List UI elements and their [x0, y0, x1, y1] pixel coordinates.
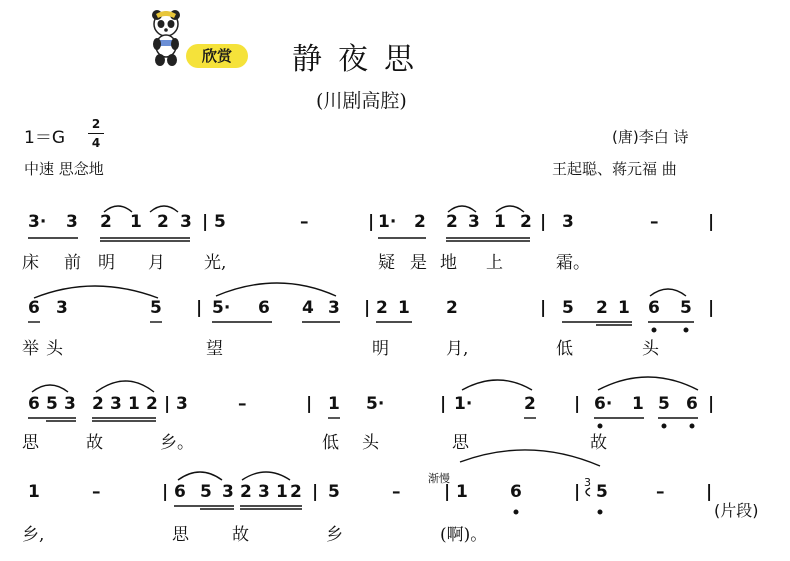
- note: 1: [618, 298, 630, 318]
- note: 5: [596, 482, 608, 502]
- dash-sustain: –: [656, 482, 665, 502]
- barline: |: [162, 482, 169, 502]
- note: 1·: [378, 212, 397, 232]
- barline: |: [708, 394, 715, 414]
- note: 1: [456, 482, 468, 502]
- note: 6: [510, 482, 522, 502]
- note: 5·: [366, 394, 385, 414]
- score-annotation: 3: [584, 476, 591, 489]
- key-signature: 1＝G: [24, 128, 65, 148]
- lyric-syllable: 前: [64, 253, 81, 273]
- lyric-syllable: 明: [372, 339, 389, 359]
- note: 3: [468, 212, 480, 232]
- note: 2: [146, 394, 158, 414]
- lyric-syllable: 头: [642, 339, 659, 359]
- dash-sustain: –: [300, 212, 309, 232]
- note: 6: [28, 298, 40, 318]
- lyricist-credit: (唐)李白 诗: [612, 128, 689, 146]
- note: 6: [258, 298, 270, 318]
- lyric-syllable: 头: [46, 339, 63, 359]
- lyric-syllable: 疑: [378, 253, 395, 273]
- time-signature-bottom: 4: [91, 136, 101, 150]
- lyric-syllable: (啊)。: [440, 525, 488, 545]
- note: 3: [176, 394, 188, 414]
- note: 5: [200, 482, 212, 502]
- lyric-syllable: 思: [22, 433, 39, 453]
- lyric-syllable: 思: [172, 525, 189, 545]
- barline: |: [540, 212, 547, 232]
- note: 3·: [28, 212, 47, 232]
- dash-sustain: –: [392, 482, 401, 502]
- barline: |: [574, 482, 581, 502]
- note: 3: [180, 212, 192, 232]
- barline: |: [368, 212, 375, 232]
- note: 3: [56, 298, 68, 318]
- lyric-syllable: 上: [486, 253, 503, 273]
- dash-sustain: –: [238, 394, 247, 414]
- note: 3: [562, 212, 574, 232]
- lyric-syllable: 乡。: [160, 433, 194, 453]
- lyric-syllable: 望: [206, 339, 223, 359]
- lyric-syllable: 霜。: [556, 253, 590, 273]
- note: 6: [28, 394, 40, 414]
- song-subtitle: (川剧高腔): [316, 90, 407, 112]
- lyric-syllable: 低: [322, 433, 339, 453]
- note: 3: [258, 482, 270, 502]
- lyric-syllable: 故: [232, 525, 249, 545]
- barline: |: [202, 212, 209, 232]
- note: 1: [130, 212, 142, 232]
- time-signature-top: 2: [91, 117, 101, 131]
- barline: |: [306, 394, 313, 414]
- note: 2: [520, 212, 532, 232]
- note: 1·: [454, 394, 473, 414]
- note: 2: [376, 298, 388, 318]
- barline: |: [706, 482, 713, 502]
- note: 2: [100, 212, 112, 232]
- row-2-decorations: [28, 283, 694, 332]
- note: 6: [174, 482, 186, 502]
- note: 1: [632, 394, 644, 414]
- lyric-syllable: 故: [86, 433, 103, 453]
- note: 5: [328, 482, 340, 502]
- note: 3: [328, 298, 340, 318]
- note: 2: [414, 212, 426, 232]
- note: 1: [28, 482, 40, 502]
- tempo-marking: 中速 思念地: [24, 160, 104, 178]
- note: 1: [494, 212, 506, 232]
- note: 4: [302, 298, 314, 318]
- lyric-syllable: 地: [440, 253, 457, 273]
- song-title: 静夜思: [292, 42, 430, 77]
- note: 2: [596, 298, 608, 318]
- note: 6·: [594, 394, 613, 414]
- note: 5: [46, 394, 58, 414]
- barline: |: [312, 482, 319, 502]
- note: 6: [686, 394, 698, 414]
- note: 2: [446, 298, 458, 318]
- note: 2: [240, 482, 252, 502]
- barline: |: [196, 298, 203, 318]
- barline: |: [440, 394, 447, 414]
- note: 2: [157, 212, 169, 232]
- note: 5: [562, 298, 574, 318]
- note: 1: [276, 482, 288, 502]
- lyric-syllable: 故: [590, 433, 607, 453]
- lyric-syllable: 月,: [446, 339, 469, 359]
- note: 1: [398, 298, 410, 318]
- barline: |: [708, 212, 715, 232]
- note: 5: [658, 394, 670, 414]
- lyric-syllable: 明: [98, 253, 115, 273]
- lyric-syllable: 月: [148, 253, 165, 273]
- score-annotation: (片段): [714, 501, 759, 520]
- score-annotation: 渐慢: [428, 472, 450, 485]
- barline: |: [364, 298, 371, 318]
- barline: |: [540, 298, 547, 318]
- note: 5: [150, 298, 162, 318]
- composer-credit: 王起聪、蒋元福 曲: [552, 160, 677, 178]
- lyric-syllable: 举: [22, 339, 39, 359]
- lyric-syllable: 床: [22, 253, 39, 273]
- note: 2: [524, 394, 536, 414]
- lyric-syllable: 思: [452, 433, 469, 453]
- note: 3: [64, 394, 76, 414]
- lyric-syllable: 头: [362, 433, 379, 453]
- lyric-syllable: 低: [556, 339, 573, 359]
- lyric-syllable: 光,: [204, 253, 227, 273]
- dash-sustain: –: [92, 482, 101, 502]
- note: 1: [128, 394, 140, 414]
- barline: |: [708, 298, 715, 318]
- barline: |: [164, 394, 171, 414]
- note: 2: [446, 212, 458, 232]
- note: 2: [92, 394, 104, 414]
- note: 5: [214, 212, 226, 232]
- dash-sustain: –: [650, 212, 659, 232]
- note: 3: [110, 394, 122, 414]
- row-4-decorations: [174, 450, 602, 514]
- badge-label: 欣赏: [186, 44, 248, 68]
- note: 1: [328, 394, 340, 414]
- note: 3: [222, 482, 234, 502]
- note: 5·: [212, 298, 231, 318]
- lyric-syllable: 乡: [326, 525, 343, 545]
- lyric-syllable: 是: [410, 253, 427, 273]
- note: 6: [648, 298, 660, 318]
- lyric-syllable: 乡,: [22, 525, 45, 545]
- note: 5: [680, 298, 692, 318]
- barline: |: [444, 482, 451, 502]
- barline: |: [574, 394, 581, 414]
- note: 3: [66, 212, 78, 232]
- note: 2: [290, 482, 302, 502]
